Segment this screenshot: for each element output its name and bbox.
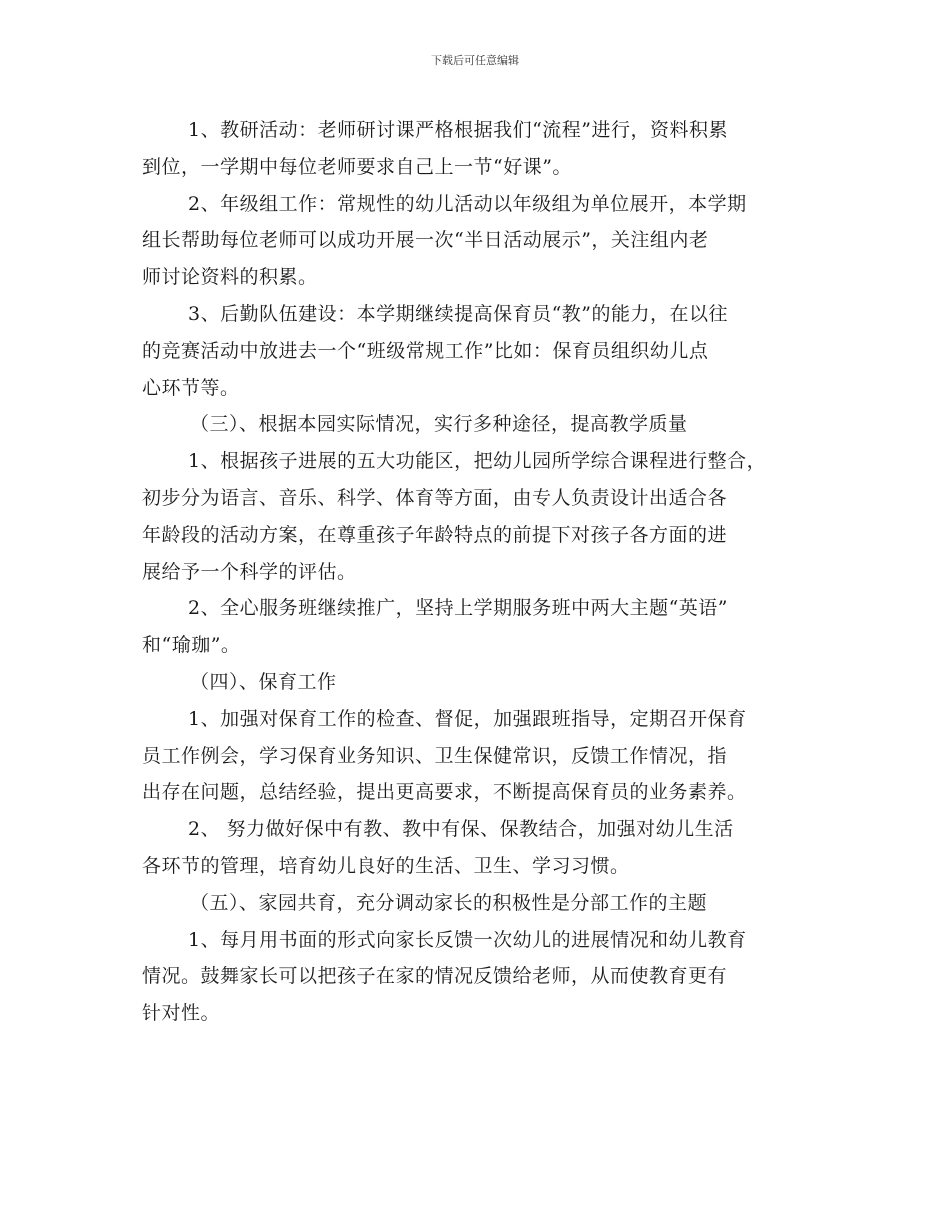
text-line: 出存在问题，总结经验，提出更高要求，不断提高保育员的业务素养。 (142, 781, 747, 804)
text-line: 2、年级组工作：常规性的幼儿活动以年级组为单位展开，本学期 (188, 192, 747, 215)
text-line: 初步分为语言、音乐、科学、体育等方面，由专人负责设计出适合各 (142, 486, 728, 509)
text-line: （五）、家园共育，充分调动家长的积极性是分部工作的主题 (190, 891, 708, 914)
text-line: 组长帮助每位老师可以成功开展一次“半日活动展示”，关注组内老 (142, 229, 709, 252)
text-line: 1、加强对保育工作的检查、督促，加强跟班指导，定期召开保育 (188, 707, 747, 730)
document-body (142, 112, 832, 1032)
text-line: 针对性。 (142, 1002, 221, 1025)
text-line: 展给予一个科学的评估。 (142, 560, 357, 583)
text-line: 2、 努力做好保中有教、教中有保、保教结合，加强对幼儿生活 (188, 818, 734, 841)
text-line: 员工作例会，学习保育业务知识、卫生保健常识，反馈工作情况，指 (142, 744, 728, 767)
text-line: 3、后勤队伍建设：本学期继续提高保育员“教”的能力，在以往 (188, 302, 729, 325)
text-line: 情况。鼓舞家长可以把孩子在家的情况反馈给老师，从而使教育更有 (142, 965, 728, 988)
text-line: 和“瑜珈”。 (142, 634, 241, 657)
text-line: （四）、保育工作 (190, 670, 337, 693)
text-line: 各环节的管理，培育幼儿良好的生活、卫生、学习习惯。 (142, 854, 630, 877)
text-line: 1、教研活动：老师研讨课严格根据我们“流程”进行，资料积累 (188, 119, 729, 141)
page-header: 下载后可任意编辑 (431, 54, 519, 67)
text-line: （三）、根据本园实际情况，实行多种途径，提高教学质量 (190, 413, 688, 436)
text-line: 师讨论资料的积累。 (142, 266, 318, 289)
text-line: 心环节等。 (142, 376, 240, 399)
text-line: 1、每月用书面的形式向家长反馈一次幼儿的进展情况和幼儿教育 (188, 928, 747, 951)
text-line: 1、根据孩子进展的五大功能区，把幼儿园所学综合课程进行整合， (188, 450, 767, 473)
text-line: 2、全心服务班继续推广，坚持上学期服务班中两大主题“英语” (188, 597, 729, 620)
text-line: 的竞赛活动中放进去一个“班级常规工作”比如：保育员组织幼儿点 (142, 339, 709, 362)
text-line: 年龄段的活动方案，在尊重孩子年龄特点的前提下对孩子各方面的进 (142, 523, 728, 546)
text-line: 到位，一学期中每位老师要求自己上一节“好课”。 (142, 155, 572, 178)
